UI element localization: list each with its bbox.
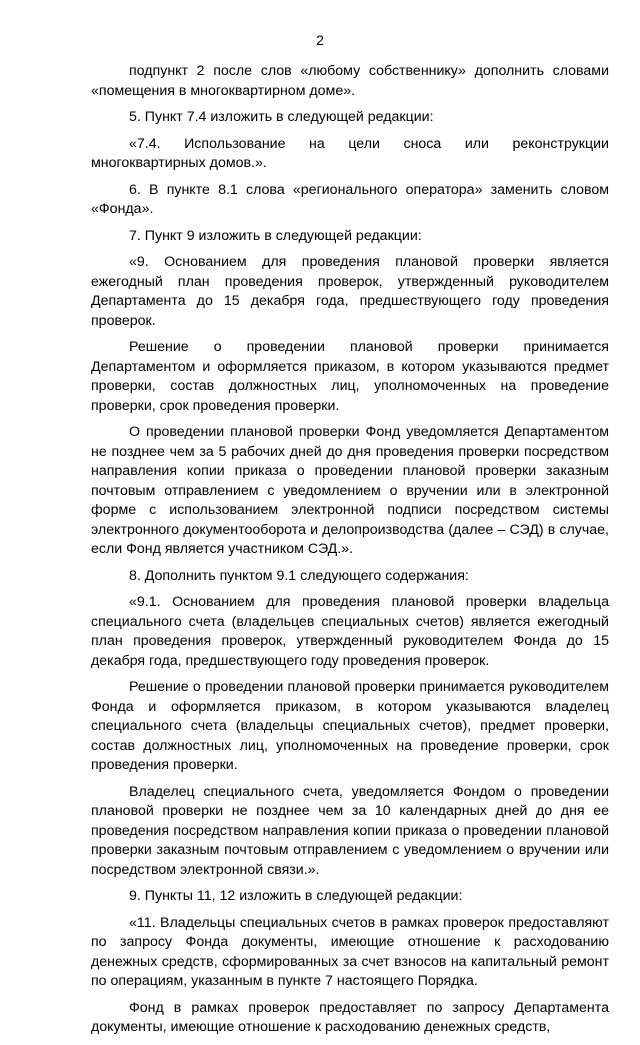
paragraph: Решение о проведении плановой проверки принимается Департаментом и оформляется приказом, в котором указываются предмет проверки, состав должностных лиц, уполномоченных на проведение проверки, срок проведения проверки.	[91, 339, 609, 414]
paragraph: 8. Дополнить пунктом 9.1 следующего содержания:	[129, 567, 469, 584]
paragraph: 7. Пункт 9 изложить в следующей редакции:	[129, 227, 422, 244]
page-number: 2	[316, 32, 324, 48]
paragraph: 6. В пункте 8.1 слова «регионального оператора» заменить словом «Фонда».	[91, 181, 609, 217]
document-body	[91, 62, 609, 1045]
paragraph: подпункт 2 после слов «любому собственнику» дополнить словами «помещения в многоквартирном доме».	[91, 63, 609, 99]
paragraph: Фонд в рамках проверок предоставляет по запросу Департамента документы, имеющие отношение к расходованию денежных средств,	[91, 999, 609, 1035]
paragraph: 5. Пункт 7.4 изложить в следующей редакции:	[129, 109, 434, 125]
paragraph: Решение о проведении плановой проверки принимается руководителем Фонда и оформляется приказом, в котором указываются владелец специального счета (владельцы специальных счетов), предмет проверки, состав должностных лиц, уполномоченных на проведение проверки, срок проведения проверки.	[91, 679, 609, 773]
paragraph: 9. Пункты 11, 12 изложить в следующей редакции:	[129, 888, 463, 904]
paragraph: «9. Основанием для проведения плановой проверки является ежегодный план проведения проверок, утвержденный руководителем Департамента до 15 декабря года, предшествующего году проведения проверок.	[91, 254, 609, 329]
paragraph: «9.1. Основанием для проведения плановой проверки владельца специального счета (владельцев специальных счетов) является ежегодный план проведения проверок, утвержденный руководителем Фонда до 15 декабря года, предшествующего году проведения проверок.	[91, 594, 609, 669]
paragraph: «7.4. Использование на цели сноса или реконструкции многоквартирных домов.».	[91, 135, 609, 171]
paragraph: Владелец специального счета, уведомляется Фондом о проведении плановой проверки не позднее чем за 10 календарных дней до дня ее проведения посредством направления копии приказа о проведении плановой проверки заказным почтовым отправлением с уведомлением о вручении или посредством электронной связи.».	[91, 783, 609, 878]
paragraph: О проведении плановой проверки Фонд уведомляется Департаментом не позднее чем за 5 рабочих дней до дня проведения проверки посредством направления копии приказа о проведении плановой проверки заказным почтовым отправлением с уведомлением о вручении или в электронной форме с использованием электронной подписи посредством системы электронного документооборота и делопроизводства (далее – СЭД) в случае, если Фонд является участником СЭД.».	[91, 424, 609, 557]
paragraph: «11. Владельцы специальных счетов в рамках проверок предоставляют по запросу Фонда документы, имеющие отношение к расходованию денежных средств, сформированных за счет взносов на капитальный ремонт по операциям, указанным в пункте 7 настоящего Порядка.	[91, 914, 609, 989]
